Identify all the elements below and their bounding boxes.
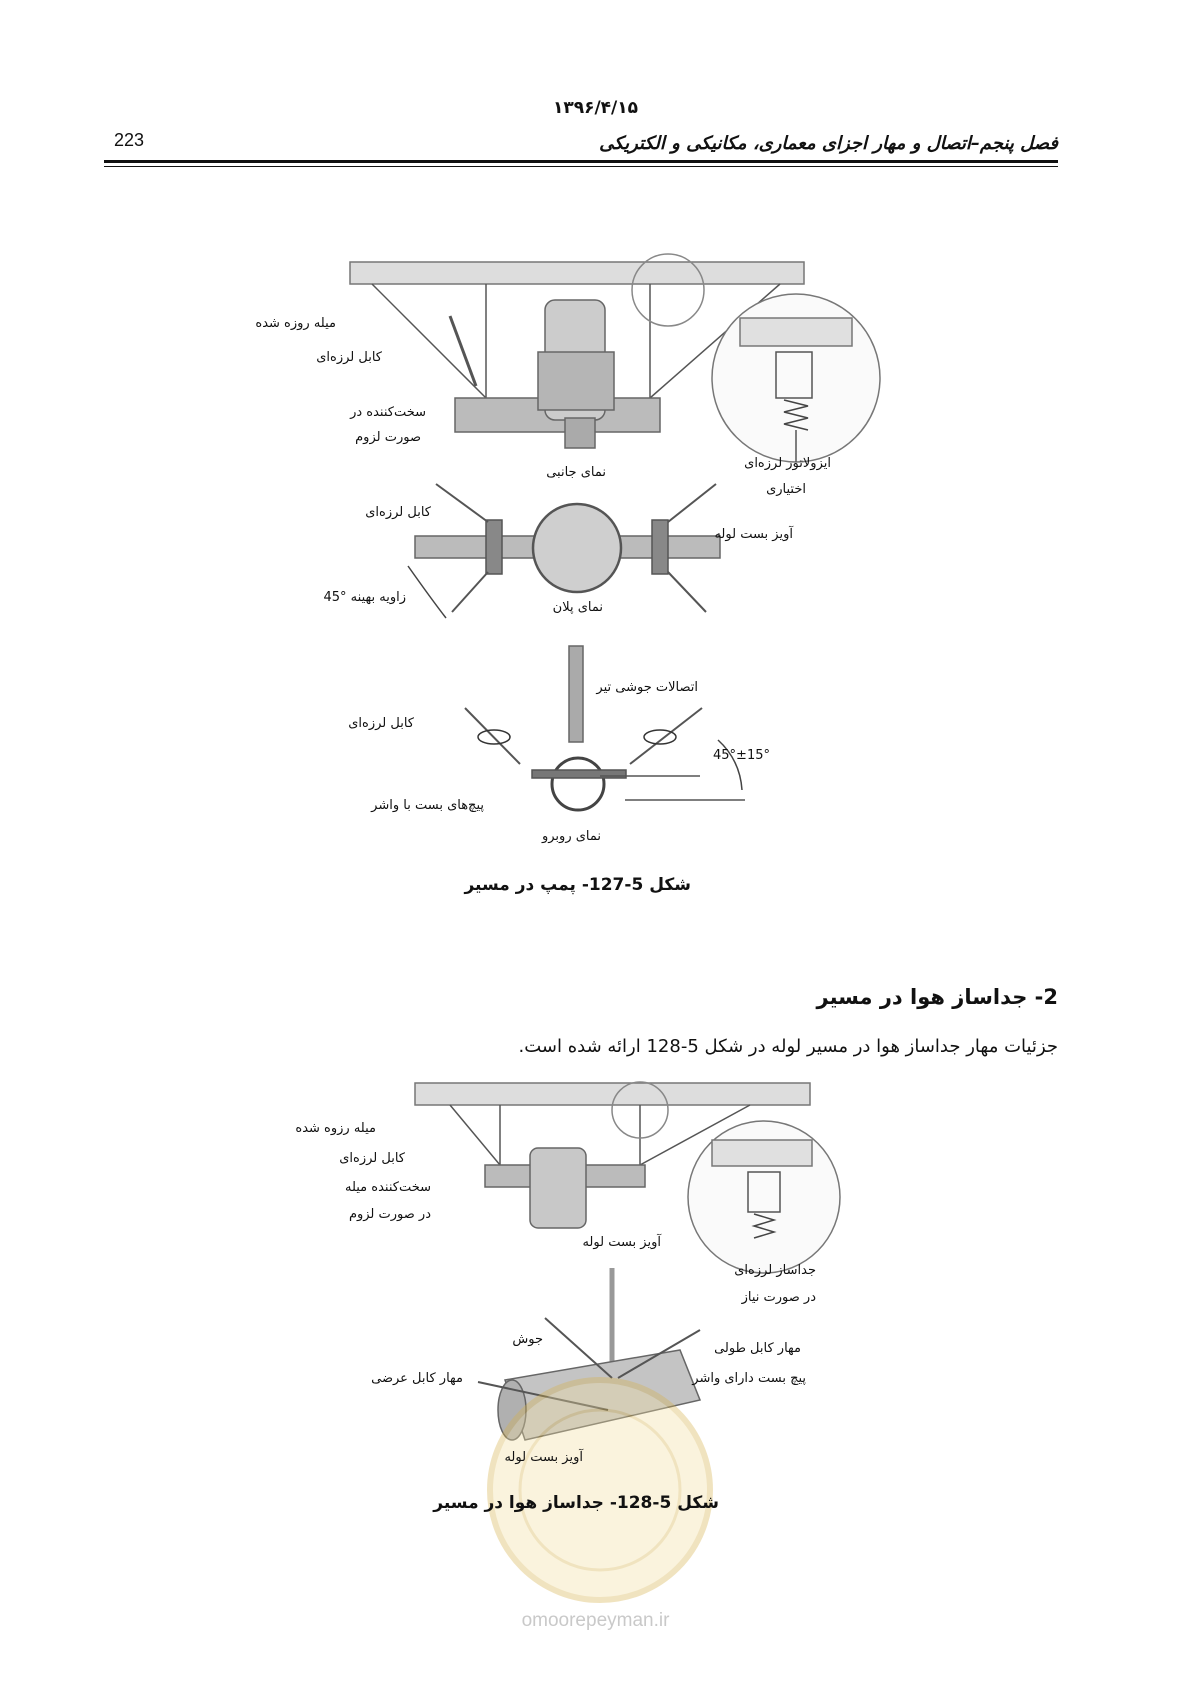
label-isolator-128: جداساز لرزه‌ای: [734, 1263, 816, 1278]
label-seismic-cable: کابل لرزه‌ای: [316, 350, 382, 365]
page-date: ۱۳۹۶/۴/۱۵: [552, 98, 639, 118]
label-threaded-rod-128: میله رزوه شده: [295, 1121, 376, 1136]
fig127-side-view-drawing: [350, 254, 880, 462]
figure-127-caption: شکل 5-127- پمپ در مسیر: [464, 875, 691, 895]
label-long-cable: مهار کابل طولی: [714, 1341, 801, 1356]
section-heading: 2- جداساز هوا در مسیر: [816, 985, 1058, 1009]
watermark-seal: [490, 1380, 710, 1600]
chapter-title: فصل پنجم–اتصال و مهار اجزای معماری، مکانیکی و الکتریکی: [599, 133, 1058, 154]
label-bolt-washer: پیچ بست دارای واشر: [692, 1371, 806, 1386]
label-seismic-cable-3: کابل لرزه‌ای: [348, 716, 414, 731]
label-front-view: نمای روبرو: [541, 829, 601, 844]
figure-128-caption: شکل 5-128- جداساز هوا در مسیر: [433, 1493, 719, 1513]
label-isolator: ایزولاتور لرزه‌ای: [744, 456, 831, 471]
label-pipe-hanger: آویز بست لوله: [714, 527, 793, 542]
label-threaded-rod: میله روزه شده: [255, 316, 336, 331]
watermark-text: omoorepeyman.ir: [521, 1610, 670, 1631]
fig127-front-view-drawing: [465, 646, 745, 810]
label-stiffener-128: سخت‌کننده میله: [344, 1180, 431, 1195]
label-isolator-2: اختیاری: [766, 482, 806, 497]
label-transverse-cable: مهار کابل عرضی: [371, 1371, 463, 1386]
label-clamp-bolts: پیچ‌های بست با واشر: [371, 798, 484, 813]
label-angle-tolerance: 45°±15°: [713, 748, 770, 763]
label-weld: جوش: [512, 1332, 543, 1347]
label-beam-weld: اتصالات جوشی تیر: [596, 680, 698, 695]
label-pipe-hanger-128: آویز بست لوله: [582, 1235, 661, 1250]
label-side-view: نمای جانبی: [546, 465, 606, 480]
label-stiffener-128-2: در صورت لزوم: [348, 1207, 431, 1222]
label-optimal-angle: زاویه بهینه °45: [323, 590, 406, 605]
label-stiffener: سخت‌کننده در: [350, 405, 426, 420]
fig127-plan-view-drawing: [408, 484, 720, 618]
section-paragraph: جزئیات مهار جداساز هوا در مسیر لوله در شکل 5-128 ارائه شده است.: [518, 1036, 1058, 1057]
label-seismic-cable-2: کابل لرزه‌ای: [365, 505, 431, 520]
label-pipe-hanger-128-2: آویز بست لوله: [504, 1450, 583, 1465]
page-number: 223: [114, 130, 145, 150]
label-isolator-128-2: در صورت نیاز: [741, 1290, 816, 1305]
label-seismic-cable-128: کابل لرزه‌ای: [339, 1151, 405, 1166]
label-plan-view: نمای پلان: [552, 600, 603, 615]
label-stiffener-2: صورت لزوم: [355, 430, 421, 445]
